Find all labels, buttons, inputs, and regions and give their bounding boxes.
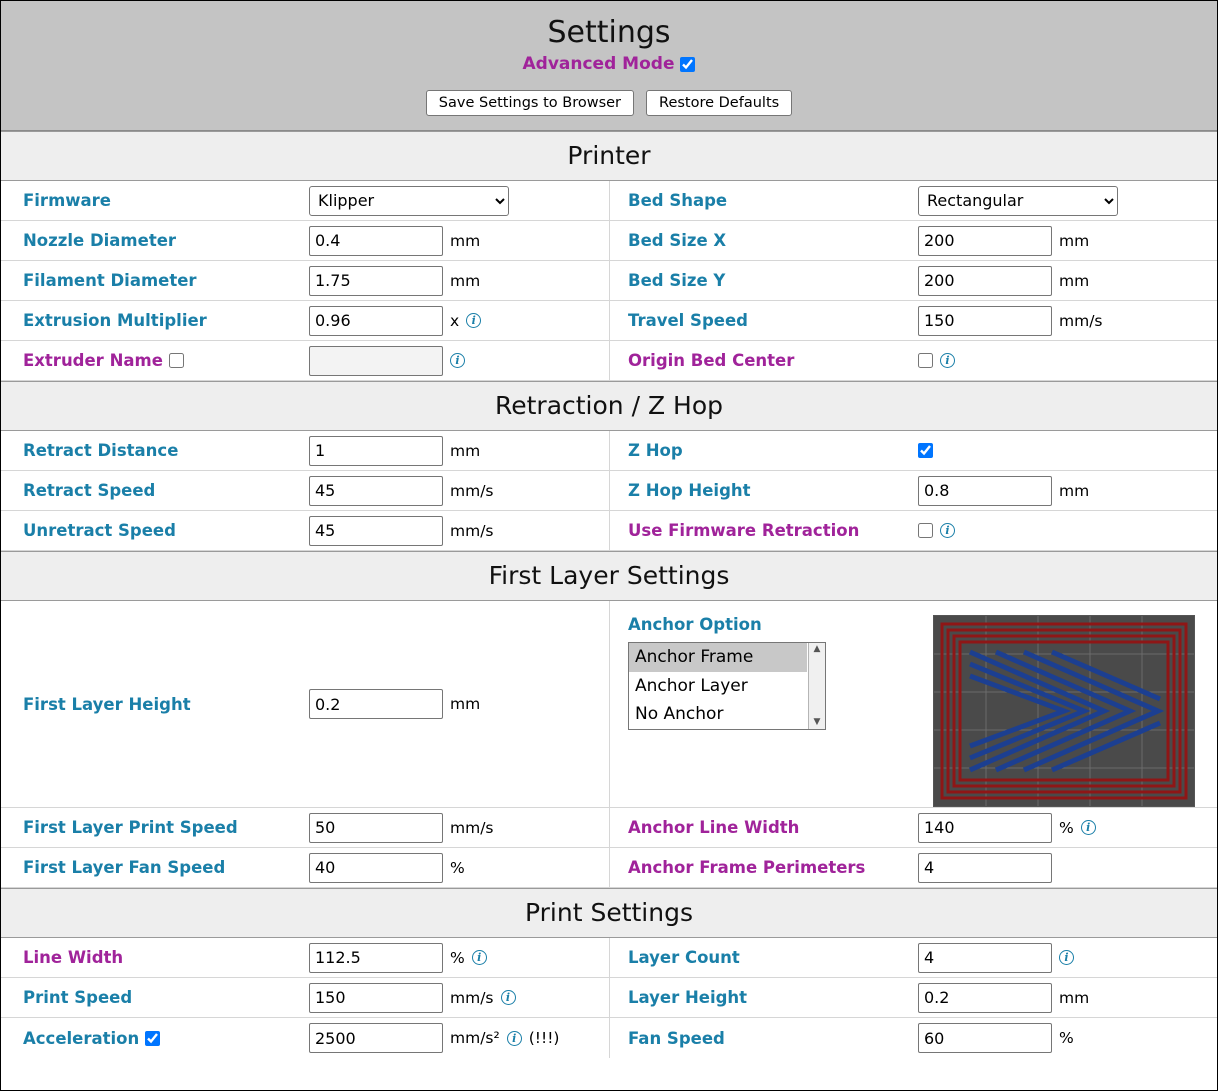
anchor-option-listbox[interactable]	[628, 642, 826, 730]
scroll-up-arrow-icon[interactable]: ▲	[813, 644, 821, 654]
acceleration-warning: (!!!)	[528, 1029, 560, 1047]
retract-distance-label: Retract Distance	[23, 441, 179, 460]
z-hop-height-input[interactable]	[918, 476, 1052, 506]
line-width-unit: %	[450, 948, 465, 967]
first-layer-print-speed-label: First Layer Print Speed	[23, 818, 238, 837]
nozzle-diameter-unit: mm	[450, 231, 481, 250]
row-linewidth-layercount	[1, 938, 1217, 978]
anchor-option-label: Anchor Option	[628, 615, 762, 634]
field-anchor-line-width	[609, 808, 1217, 847]
retract-speed-input[interactable]	[309, 476, 443, 506]
field-first-layer-print-speed	[1, 808, 609, 847]
field-layer-count	[609, 938, 1217, 977]
z-hop-checkbox[interactable]	[918, 443, 933, 458]
page-header	[1, 1, 1217, 131]
anchor-frame-perimeters-label: Anchor Frame Perimeters	[628, 858, 866, 877]
unretract-speed-input[interactable]	[309, 516, 443, 546]
anchor-option-item-anchor-layer[interactable]: Anchor Layer	[635, 675, 748, 696]
field-fan-speed	[609, 1018, 1217, 1058]
acceleration-input[interactable]	[309, 1023, 443, 1053]
origin-bed-center-checkbox[interactable]	[918, 353, 933, 368]
field-unretract-speed	[1, 511, 609, 550]
anchor-option-item-no-anchor[interactable]: No Anchor	[635, 704, 724, 725]
anchor-line-width-input[interactable]	[918, 813, 1052, 843]
extruder-name-label: Extruder Name	[23, 351, 309, 370]
field-first-layer-fan-speed	[1, 848, 609, 887]
bed-size-y-unit: mm	[1059, 271, 1090, 290]
section-print-settings-heading: Print Settings	[1, 888, 1217, 938]
travel-speed-input[interactable]	[918, 306, 1052, 336]
first-layer-fan-speed-label: First Layer Fan Speed	[23, 858, 226, 877]
firmware-select[interactable]	[309, 186, 509, 216]
field-extrusion-multiplier	[1, 301, 609, 340]
travel-speed-unit: mm/s	[1059, 311, 1103, 330]
row-firmware-bedshape	[1, 181, 1217, 221]
row-retractdist-zhop	[1, 431, 1217, 471]
bed-shape-label: Bed Shape	[628, 191, 728, 210]
field-bed-size-x	[609, 221, 1217, 260]
field-travel-speed	[609, 301, 1217, 340]
section-printer-heading: Printer	[1, 131, 1217, 181]
retract-speed-label: Retract Speed	[23, 481, 156, 500]
row-flprintspeed-anchorlinewidth	[1, 808, 1217, 848]
info-icon[interactable]: i	[940, 523, 955, 538]
field-acceleration	[1, 1018, 609, 1058]
section-retraction-heading: Retraction / Z Hop	[1, 381, 1217, 431]
advanced-mode-checkbox[interactable]	[680, 57, 695, 72]
field-nozzle-diameter	[1, 221, 609, 260]
field-origin-bed-center	[609, 341, 1217, 380]
field-bed-shape	[609, 181, 1217, 220]
bed-size-x-unit: mm	[1059, 231, 1090, 250]
firmware-label: Firmware	[23, 191, 111, 210]
info-icon[interactable]: i	[466, 313, 481, 328]
first-layer-preview-image	[933, 615, 1195, 807]
field-print-speed	[1, 978, 609, 1017]
use-firmware-retraction-checkbox[interactable]	[918, 523, 933, 538]
z-hop-height-unit: mm	[1059, 481, 1090, 500]
info-icon[interactable]: i	[1081, 820, 1096, 835]
anchor-line-width-unit: %	[1059, 818, 1074, 837]
retract-speed-unit: mm/s	[450, 481, 494, 500]
first-layer-print-speed-unit: mm/s	[450, 818, 494, 837]
bed-size-x-input[interactable]	[918, 226, 1052, 256]
retract-distance-unit: mm	[450, 441, 481, 460]
row-retractspeed-zhopheight	[1, 471, 1217, 511]
field-filament-diameter	[1, 261, 609, 300]
advanced-mode-row	[1, 54, 1217, 74]
info-icon[interactable]: i	[507, 1031, 522, 1046]
acceleration-label: Acceleration	[23, 1029, 309, 1048]
acceleration-checkbox[interactable]	[145, 1031, 160, 1046]
bed-shape-select[interactable]	[918, 186, 1118, 216]
listbox-scrollbar[interactable]	[808, 643, 825, 729]
info-icon[interactable]: i	[1059, 950, 1074, 965]
restore-defaults-button[interactable]: Restore Defaults	[646, 90, 792, 116]
first-layer-fan-speed-unit: %	[450, 858, 465, 877]
field-z-hop-height	[609, 471, 1217, 510]
row-filament-bedy	[1, 261, 1217, 301]
anchor-frame-perimeters-input[interactable]	[918, 853, 1052, 883]
first-layer-height-input[interactable]	[309, 689, 443, 719]
filament-diameter-label: Filament Diameter	[23, 271, 197, 290]
layer-count-label: Layer Count	[628, 948, 740, 967]
first-layer-fan-speed-input[interactable]	[309, 853, 443, 883]
nozzle-diameter-input[interactable]	[309, 226, 443, 256]
filament-diameter-unit: mm	[450, 271, 481, 290]
fan-speed-label: Fan Speed	[628, 1028, 725, 1048]
fan-speed-unit: %	[1059, 1029, 1074, 1047]
field-anchor-option	[609, 601, 1217, 807]
bed-size-y-label: Bed Size Y	[628, 271, 726, 290]
filament-diameter-input[interactable]	[309, 266, 443, 296]
extrusion-multiplier-input[interactable]	[309, 306, 443, 336]
retract-distance-input[interactable]	[309, 436, 443, 466]
layer-height-label: Layer Height	[628, 988, 748, 1007]
field-firmware	[1, 181, 609, 220]
preview-svg	[934, 616, 1194, 806]
field-first-layer-height	[1, 601, 609, 807]
row-flfanspeed-anchorperims	[1, 848, 1217, 888]
print-speed-label: Print Speed	[23, 988, 133, 1007]
field-layer-height	[609, 978, 1217, 1017]
field-retract-speed	[1, 471, 609, 510]
row-printspeed-layerheight	[1, 978, 1217, 1018]
z-hop-height-label: Z Hop Height	[628, 481, 751, 500]
info-icon[interactable]: i	[501, 990, 516, 1005]
nozzle-diameter-label: Nozzle Diameter	[23, 231, 177, 250]
header-button-row	[1, 90, 1217, 116]
bed-size-x-label: Bed Size X	[628, 231, 727, 250]
field-retract-distance	[1, 431, 609, 470]
extruder-name-input[interactable]	[309, 346, 443, 376]
field-use-firmware-retraction	[609, 511, 1217, 550]
scroll-down-arrow-icon[interactable]: ▼	[813, 716, 821, 727]
print-speed-input[interactable]	[309, 983, 443, 1013]
section-first-layer-heading: First Layer Settings	[1, 551, 1217, 601]
extrusion-multiplier-label: Extrusion Multiplier	[23, 311, 207, 330]
anchor-option-item-anchor-frame[interactable]: Anchor Frame	[629, 643, 807, 672]
layer-count-input[interactable]	[918, 943, 1052, 973]
extruder-name-checkbox[interactable]	[169, 353, 184, 368]
layer-height-input[interactable]	[918, 983, 1052, 1013]
advanced-mode-label: Advanced Mode	[522, 54, 675, 74]
anchor-line-width-label: Anchor Line Width	[628, 818, 800, 837]
row-extrudername-origin	[1, 341, 1217, 381]
acceleration-unit: mm/s²	[450, 1029, 500, 1047]
print-speed-unit: mm/s	[450, 988, 494, 1007]
field-line-width	[1, 938, 609, 977]
z-hop-label: Z Hop	[628, 441, 683, 460]
save-settings-button[interactable]: Save Settings to Browser	[426, 90, 634, 116]
use-firmware-retraction-label: Use Firmware Retraction	[628, 521, 860, 540]
info-icon[interactable]: i	[940, 353, 955, 368]
bed-size-y-input[interactable]	[918, 266, 1052, 296]
first-layer-height-unit: mm	[450, 695, 481, 713]
unretract-speed-unit: mm/s	[450, 521, 494, 540]
travel-speed-label: Travel Speed	[628, 311, 748, 330]
info-icon[interactable]: i	[450, 353, 465, 368]
page-title: Settings	[547, 15, 671, 50]
first-layer-height-label: First Layer Height	[23, 694, 191, 714]
row-nozzle-bedx	[1, 221, 1217, 261]
unretract-speed-label: Unretract Speed	[23, 521, 176, 540]
row-first-layer-anchor	[1, 601, 1217, 808]
first-layer-print-speed-input[interactable]	[309, 813, 443, 843]
info-icon[interactable]: i	[472, 950, 487, 965]
field-anchor-frame-perimeters	[609, 848, 1217, 887]
fan-speed-input[interactable]	[918, 1023, 1052, 1053]
row-acceleration-fanspeed	[1, 1018, 1217, 1058]
extrusion-multiplier-unit: x	[450, 311, 460, 330]
line-width-label: Line Width	[23, 948, 124, 967]
row-extrusion-travel	[1, 301, 1217, 341]
field-bed-size-y	[609, 261, 1217, 300]
layer-height-unit: mm	[1059, 988, 1090, 1007]
row-unretract-fwretract	[1, 511, 1217, 551]
origin-bed-center-label: Origin Bed Center	[628, 351, 795, 370]
line-width-input[interactable]	[309, 943, 443, 973]
field-extruder-name	[1, 341, 609, 380]
field-z-hop	[609, 431, 1217, 470]
